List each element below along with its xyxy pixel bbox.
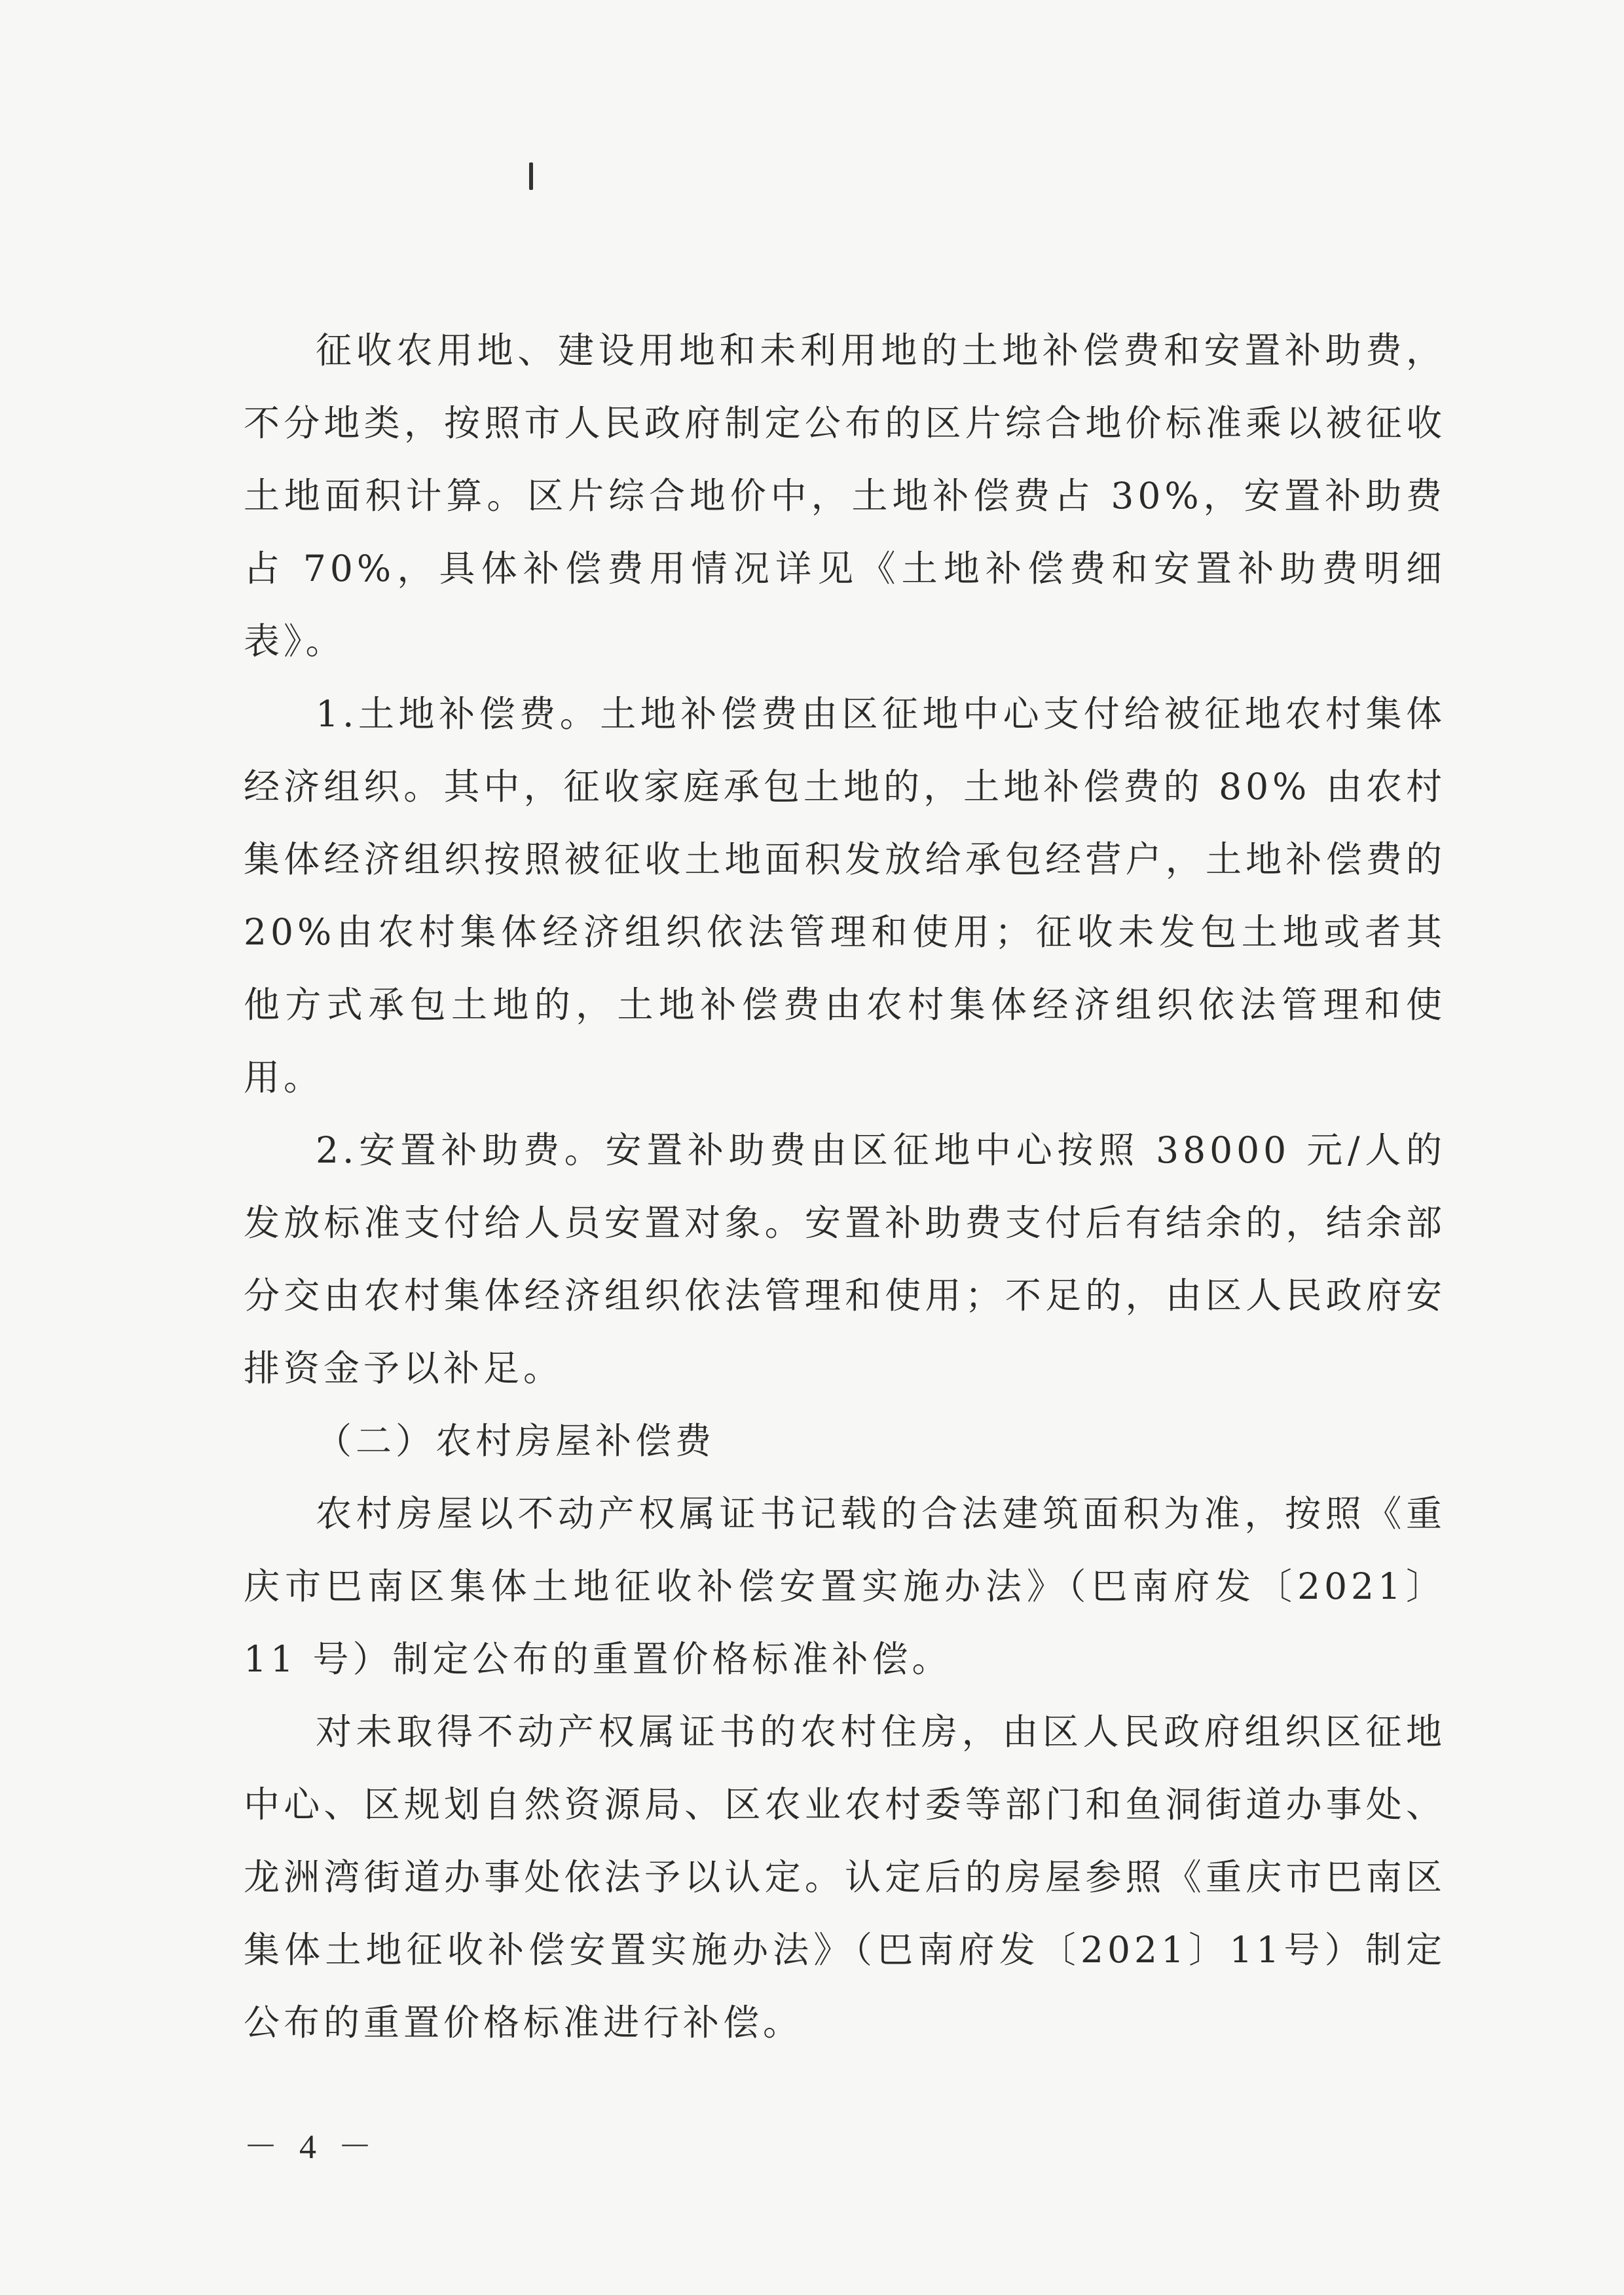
scan-mark <box>529 162 533 190</box>
paragraph-uncertified-housing: 对未取得不动产权属证书的农村住房，由区人民政府组织区征地中心、区规划自然资源局、区农业农村委等部门和鱼洞街道办事处、龙洲湾街道办事处依法予以认定。认定后的房屋参照《重庆市巴南区集体土地征收补偿安置实施办法》（巴南府发〔2021〕11号）制定公布的重置价格标准进行补偿。 <box>244 1711 1446 2043</box>
paragraph-land-compensation: 1.土地补偿费。土地补偿费由区征地中心支付给被征地农村集体经济组织。其中，征收家庭承包土地的，土地补偿费的 80% 由农村集体经济组织按照被征收土地面积发放给承包经营户，土地补偿费的 20%由农村集体经济组织依法管理和使用；征收未发包土地或者其他方式承包土地的，土地补偿费由农村集体经济组织依法管理和使用。 <box>244 693 1446 1098</box>
paragraph-rural-housing-standard: 农村房屋以不动产权属证书记载的合法建筑面积为准，按照《重庆市巴南区集体土地征收补偿安置实施办法》（巴南府发〔2021〕11 号）制定公布的重置价格标准补偿。 <box>244 1493 1446 1680</box>
document-body <box>244 314 1446 2059</box>
paragraph-resettlement-subsidy: 2.安置补助费。安置补助费由区征地中心按照 38000 元/人的发放标准支付给人员安置对象。安置补助费支付后有结余的，结余部分交由农村集体经济组织依法管理和使用；不足的，由区人民政府安排资金予以补足。 <box>244 1129 1446 1389</box>
paragraph-compensation-intro: 征收农用地、建设用地和未利用地的土地补偿费和安置补助费，不分地类，按照市人民政府制定公布的区片综合地价标准乘以被征收土地面积计算。区片综合地价中，土地补偿费占 30%，安置补助费占 70%，具体补偿费用情况详见《土地补偿费和安置补助费明细表》。 <box>244 329 1446 662</box>
page-number: － 4 － <box>244 2129 379 2166</box>
section-title-rural-housing: （二）农村房屋补偿费 <box>316 1420 716 1462</box>
